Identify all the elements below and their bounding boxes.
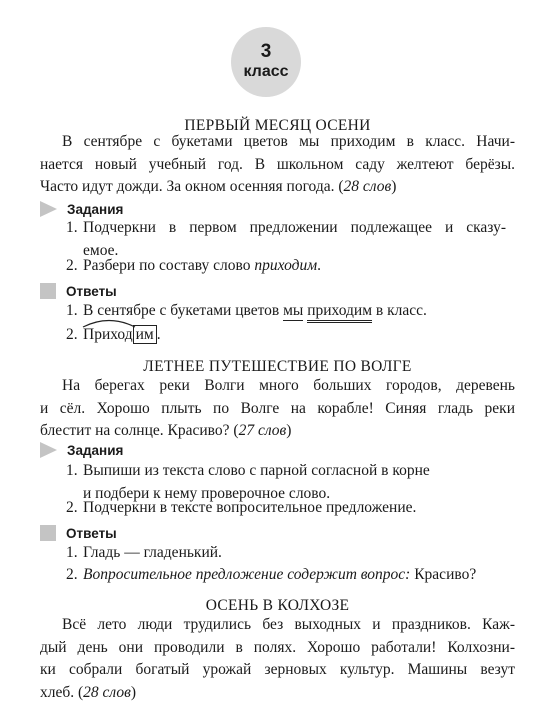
text2-answers-heading: Ответы [40,523,117,543]
text2-task-2: 2. Подчеркни в тексте вопросительное предложение. [66,499,417,516]
text1-answer-2: 2. Приход им . [66,324,506,347]
task-word: приходим [254,257,318,274]
text2-word-count: 27 слов [238,422,287,439]
text2-answer-1: 1. Гладь — гладенький. [66,544,222,561]
text2-line: блестит на солнце. Красиво? (27 слов) [40,422,292,439]
text1-body [40,131,515,199]
triangle-marker-icon [40,201,57,217]
subject-underlined: мы [283,302,304,319]
square-marker-icon [40,525,56,541]
text1-tasks-heading: Задания [40,199,123,219]
text1-word-count: 28 слов [343,178,392,195]
text1-answer-1: 1. В сентябре с букетами цветов мы приходим в класс. [66,300,506,323]
text1-title: ПЕРВЫЙ МЕСЯЦ ОСЕНИ [184,117,371,134]
grade-badge [231,27,301,97]
text2-line: На берегах реки Волги много больших городов, деревень [62,377,515,394]
text3-word-count: 28 слов [83,683,131,701]
text2-body [40,375,515,443]
text1-answers-heading: Ответы [40,281,117,301]
text3-line: ки собрали богатый урожай зерновых культур. Машины везут [40,661,515,678]
text2-task-1: 1. Выпиши из текста слово с парной согласной в корне и подбери к нему проверочное слово. [66,462,430,502]
text1-line: Часто идут дожди. За окном осенняя погода. (28 слов) [40,178,397,195]
text3-line: хлеб. (28 слов) [40,683,137,701]
text1-task-1: 1. Подчеркни в первом предложении подлежащее и сказу- емое. [66,219,506,259]
predicate-underlined: приходим [307,302,372,323]
text3-title: ОСЕНЬ В КОЛХОЗЕ [205,597,350,614]
square-marker-icon [40,283,56,299]
grade-number: 3 [260,41,272,62]
text1-task-2: 2. Разбери по составу слово приходим. [66,257,322,274]
word-suffix: им [133,325,157,344]
text2-tasks-heading: Задания [40,440,123,460]
text2-line: и сёл. Хорошо плыть по Волге на корабле! Синяя гладь реки [40,399,515,417]
triangle-marker-icon [40,442,57,458]
text2-title: ЛЕТНЕЕ ПУТЕШЕСТВИЕ ПО ВОЛГЕ [143,358,412,375]
text1-line: нается новый учебный год. В школьном саду желтеют берёзы. [40,155,515,173]
text3-line: дый день они проводили в полях. Хорошо работали! Колхозни- [40,638,515,656]
grade-label: класс [243,63,289,80]
text3-line: Всё лето люди трудились без выходных и праздников. Каж- [62,616,515,633]
word-root: Приход [83,324,133,347]
root-arc-icon [82,318,136,328]
text3-body [40,614,515,704]
text1-line: В сентябре с букетами цветов мы приходим в класс. Начи- [62,133,515,150]
text2-answer-2: 2. Вопросительное предложение содержит вопрос: Красиво? [66,566,477,583]
